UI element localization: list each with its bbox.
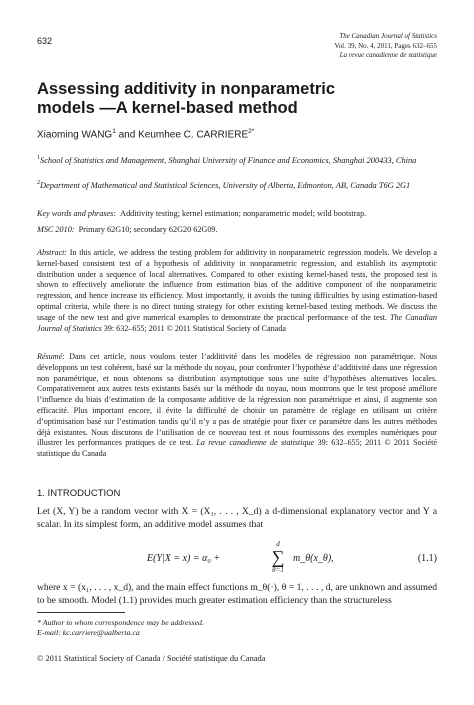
section-heading: 1. INTRODUCTION xyxy=(37,488,121,499)
resume-label: Résumé: xyxy=(37,352,65,361)
author-1: Xiaoming WANG xyxy=(37,129,113,141)
author-list xyxy=(37,128,254,140)
intro-paragraph xyxy=(37,506,437,531)
journal-title: The Canadian Journal of Statistics xyxy=(339,32,437,40)
equation-1-1 xyxy=(37,540,437,580)
keywords xyxy=(37,208,437,219)
affiliation-2-text: Department of Mathematical and Statistical Sciences, University of Alberta, Edmonton, AB, Canada T6G 2G1 xyxy=(40,180,411,190)
sum-upper-limit: d xyxy=(276,540,280,548)
resume-citation-ref: 39: 632–655; 2011 © 2011 Société statistique du Canada xyxy=(37,438,437,459)
affiliation-2-mark: 2 xyxy=(37,180,40,186)
equation-number: (1.1) xyxy=(417,553,437,564)
equation-lhs: E(Y|X = x) = α₀ + xyxy=(147,553,221,564)
author-1-affiliation-mark: 1 xyxy=(112,128,116,135)
abstract xyxy=(37,248,437,334)
sum-lower-limit: θ=1 xyxy=(272,566,284,574)
equation-rhs: m_θ(x_θ), xyxy=(293,553,334,564)
journal-header xyxy=(227,32,437,61)
abstract-text: In this article, we address the testing problem for additivity in nonparametric regression models. We develop a kernel-based consistent test of a hypothesis of additivity in nonparametric regression, and establish its asymptotic distribution under a sequence of local alternatives. Compared to other existing kernel-based tests, the proposed test is shown to effectively ameliorate the influence from estimation bias of the additive component of the nonparametric regression, and hence increase its efficiency. Most importantly, it avoids the tuning difficulties by using estimation-based optimal criteria, while there is no direct tuning strategy for other existing kernel-based testing methods. We discuss the usage of the new test and give numerical examples to demonstrate the practical performance of the test. xyxy=(37,248,437,322)
msc-text: Primary 62G10; secondary 62G20 62G09. xyxy=(78,225,218,234)
author-2: and Keumhee C. CARRIERE xyxy=(115,129,249,141)
resume-citation: La revue canadienne de statistique xyxy=(196,438,315,448)
intro-text: Let (X, Y) be a random vector with X = (X₁, . . . , X_d) a d-dimensional explanatory vector and Y a scalar. In its simplest form, an additive model assumes that xyxy=(37,506,437,530)
resume-text: Dans cet article, nous voulons tester l’additivité dans les modèles de régression non paramétrique. Nous développons un test cohérent, basé sur la méthode du noyau, pour confronter l’hypothèse d’additivité dans une régression non paramétrique, et nous obtenons sa distribution asymptotique sous une suite d’hypothèses alternatives locales. Comparativement aux autres tests existants basés sur la méthode du noyau, nous montrons que le test proposé améliore l’influence du biais d’estimation de la composante additive de la régression non paramétrique et ainsi, il augmente son efficacité. Plus important encore, il évite la difficulté de choisir un paramètre de réglage en utilisant un critère d’optimisation basé sur l’estimation tandis qu’il n’y a pas de stratégie pour fixer ce paramètre dans les autres méthodes déjà existantes. Nous discutons de l’utilisation de ce nouveau test et nous fournissons des exemples numériques pour illustrer les performances pratiques de ce test. xyxy=(37,352,437,448)
msc-label: MSC 2010: xyxy=(37,225,75,234)
article-title xyxy=(37,80,437,118)
title-line-2: models —A kernel-based method xyxy=(37,99,298,117)
affiliation-1-mark: 1 xyxy=(37,155,40,161)
resume xyxy=(37,352,437,460)
affiliation-2 xyxy=(37,178,437,191)
footnote-email[interactable]: E-mail: kc.carriere@ualberta.ca xyxy=(37,628,140,637)
abstract-citation-ref: 39: 632–655; 2011 © 2011 Statistical Society of Canada xyxy=(103,323,287,333)
volume-info: Vol. 39, No. 4, 2011, Pages 632–655 xyxy=(334,41,437,50)
msc-classification xyxy=(37,224,437,235)
abstract-label: Abstract: xyxy=(37,248,68,257)
copyright: © 2011 Statistical Society of Canada / Société statistique du Canada xyxy=(37,654,266,663)
sum-sign: ∑ xyxy=(271,547,285,567)
abstract-citation: The Canadian Journal of Statistics xyxy=(37,312,438,333)
footnote-line-1: * Author to whom correspondence may be addressed. xyxy=(37,618,204,627)
page-number: 632 xyxy=(37,36,53,46)
title-line-1: Assessing additivity in nonparametric xyxy=(37,80,335,98)
footnote-rule xyxy=(37,612,125,613)
author-2-affiliation-mark: 2* xyxy=(248,128,255,135)
affiliation-1 xyxy=(37,153,437,166)
after-equation-paragraph: where x = (x₁, . . . , x_d), and the main effect functions m_θ(·), θ = 1, . . . , d, are unknown and assumed to be smooth. Model (1.1) provides much greater estimation efficiency than the structureless xyxy=(37,582,437,606)
footnote xyxy=(37,618,437,638)
affiliation-1-text: School of Statistics and Management, Shanghai University of Finance and Economics, Shanghai 200433, China xyxy=(40,155,417,165)
keywords-label: Key words and phrases: xyxy=(37,209,117,218)
keywords-text: Additivity testing; kernel estimation; nonparametric model; wild bootstrap. xyxy=(120,209,367,218)
summation xyxy=(263,540,293,574)
journal-title-french: La revue canadienne de statistique xyxy=(339,51,437,59)
